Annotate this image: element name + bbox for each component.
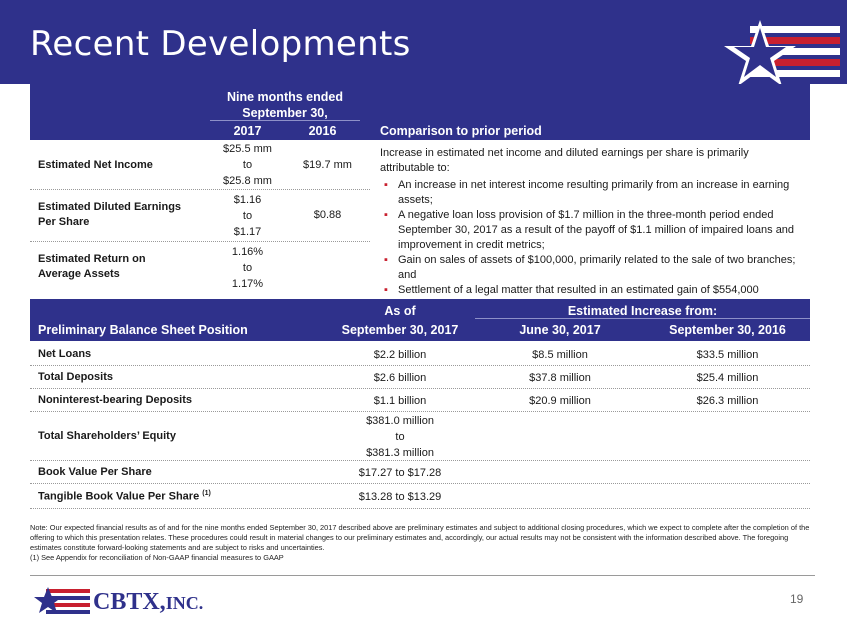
table-cell: $13.28 to $13.29: [358, 491, 442, 503]
footer-divider: [30, 575, 815, 576]
as-of-label: As of: [384, 304, 416, 318]
table-row-label: Tangible Book Value Per Share $^{(1)}$: [38, 490, 211, 503]
header-divider: [210, 120, 360, 121]
star-flag-icon: [720, 8, 840, 92]
table-cell: $26.3 million: [696, 395, 759, 407]
balance-table-header: [30, 299, 810, 341]
comparison-text: [380, 146, 800, 298]
row-divider: [30, 189, 370, 190]
table-row-label: Noninterest-bearing Deposits: [38, 394, 193, 406]
list-item: ▪ An increase in net interest income resulting primarily from an increase in earning assets;: [380, 178, 800, 208]
table-cell: $20.9 million: [529, 395, 591, 407]
results-table-header: [30, 84, 810, 140]
page-number: 19: [790, 592, 804, 606]
increase-label: Estimated Increase from:: [567, 304, 718, 318]
table-cell: $17.27 to $17.28: [358, 467, 442, 479]
table-row-label: Total Deposits: [38, 371, 113, 383]
row-divider: [30, 411, 810, 412]
table-row-label: Book Value Per Share: [38, 466, 152, 478]
table-cell: $8.5 million: [532, 349, 588, 361]
table-row-label: Total Shareholders’ Equity: [38, 430, 176, 442]
net-income-current: $25.5 mm to $25.8 mm: [223, 143, 272, 187]
page-title: Recent Developments: [30, 24, 411, 64]
list-item: ▪ Gain on sales of assets of $100,000, primarily related to the sale of two branches; and: [380, 253, 800, 283]
table-cell: $25.4 million: [696, 372, 759, 384]
table-cell: $37.8 million: [529, 372, 591, 384]
flag-star-icon: [32, 585, 90, 615]
row-divider: [30, 483, 810, 484]
comparison-label: Comparison to prior period: [380, 124, 542, 138]
header-divider: [475, 318, 810, 319]
row-divider: [30, 388, 810, 389]
row-divider: [30, 365, 810, 366]
eps-prior: $0.88: [313, 209, 342, 221]
from-june-label: June 30, 2017: [519, 323, 601, 337]
table-cell: $33.5 million: [696, 349, 759, 361]
comparison-intro: Increase in estimated net income and diluted earnings per share is primarily attributable to:: [380, 147, 749, 174]
table-row-label: Net Loans: [38, 348, 92, 360]
row-label-roaa: Estimated Return on Average Assets: [38, 253, 146, 280]
as-of-date: September 30, 2017: [341, 323, 459, 337]
period-label: Nine months ended September 30,: [227, 90, 343, 120]
footnote-marker: (1): [202, 490, 211, 497]
row-divider: [30, 508, 810, 509]
row-divider: [30, 241, 370, 242]
roaa-current: 1.16% to 1.17%: [231, 246, 264, 290]
disclaimer-note: Note: Our expected financial results as of and for the nine months ended September 30, 2017 described above are preliminary estimates and subject to additional closing procedures, which we expect to complete after the completion of the offering to which this presentation relates. These procedures could result in material changes to our preliminary estimates and, accordingly, our actual results may not be consistent with the information described above. The foregoing estimates constitute forward-looking statements and are subject to risks and uncertainties. (1) See Appendix for reconciliation of Non-GAAP financial measures to GAAP: [30, 523, 815, 563]
row-label-net-income: Estimated Net Income: [38, 159, 153, 171]
from-sept-label: September 30, 2016: [669, 323, 786, 337]
list-item: ▪ Settlement of a legal matter that resulted in an estimated gain of $554,000: [380, 283, 800, 298]
year-prior: 2016: [308, 124, 337, 138]
balance-section-label: Preliminary Balance Sheet Position: [38, 323, 248, 337]
table-cell: $381.0 million to $381.3 million: [366, 415, 434, 459]
eps-current: $1.16 to $1.17: [233, 194, 262, 238]
row-divider: [30, 460, 810, 461]
table-cell: $1.1 billion: [373, 395, 427, 407]
comparison-bullets: [380, 178, 800, 298]
footnote-text: (1) See Appendix for reconciliation of Non-GAAP financial measures to GAAP: [30, 553, 284, 562]
table-cell: $2.2 billion: [373, 349, 427, 361]
net-income-prior: $19.7 mm: [303, 159, 352, 171]
table-cell: $2.6 billion: [373, 372, 427, 384]
list-item: ▪ A negative loan loss provision of $1.7 million in the three-month period ended September 30, 2017 as a result of the payoff of $1.1 million of impaired loans and improvement in credit metrics;: [380, 208, 800, 253]
company-name: CBTX,INC.: [93, 589, 204, 615]
year-current: 2017: [233, 124, 262, 138]
row-label-eps: Estimated Diluted Earnings Per Share: [38, 201, 182, 228]
